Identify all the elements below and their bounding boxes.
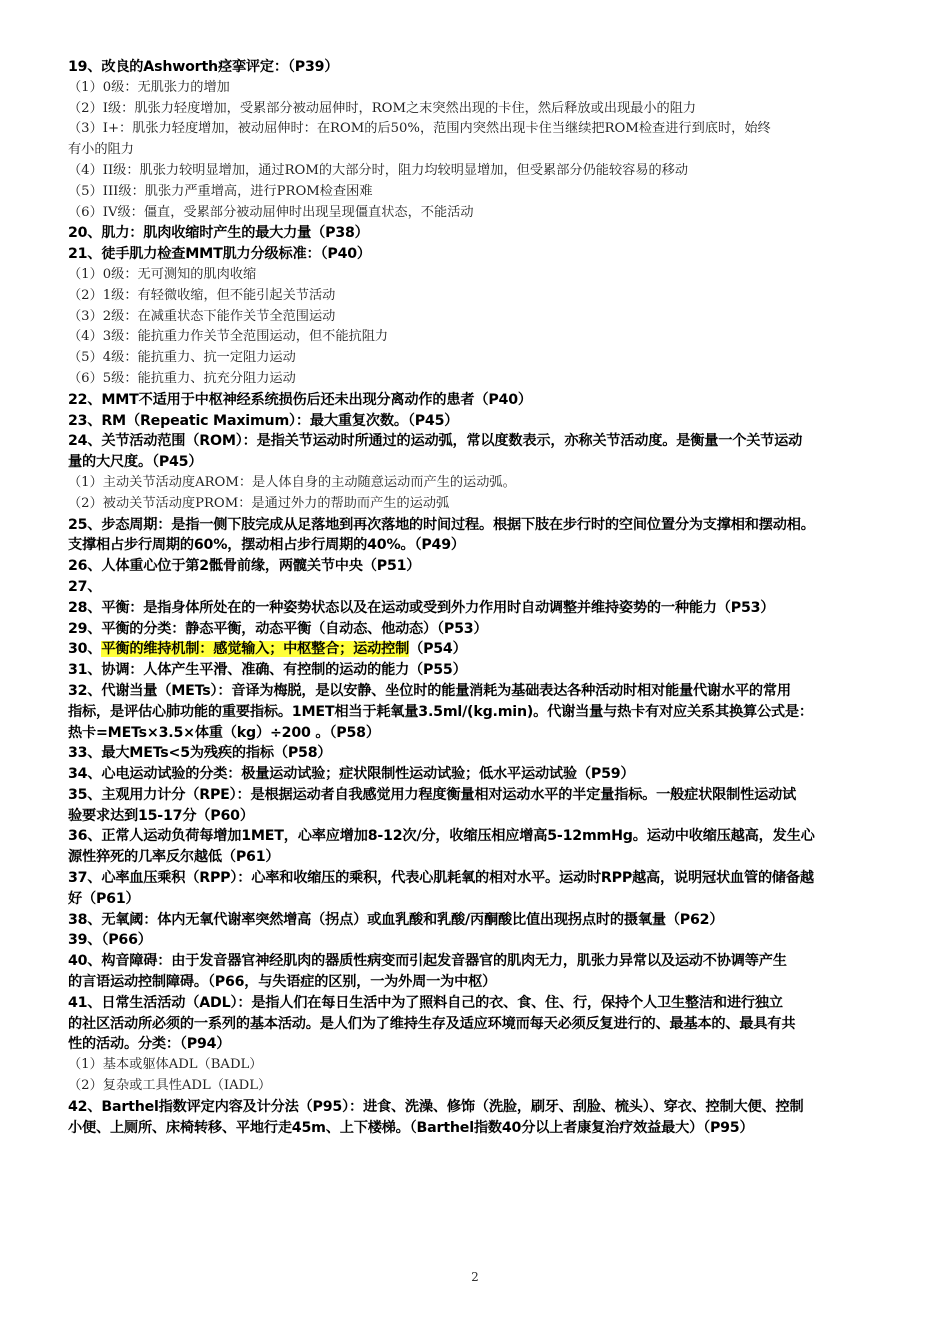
line-text: 37、心率血压乘积（RPP）：心率和收缩压的乘积，代表心肌耗氧的相对水平。运动时RPP越高，说明冠状血管的储备越	[68, 870, 814, 887]
text-line-heading	[68, 1097, 928, 1118]
page-content	[68, 57, 928, 1138]
text-line-body	[68, 494, 928, 515]
text-line-heading	[68, 764, 928, 785]
text-line-heading	[68, 993, 928, 1014]
line-text: 36、正常人运动负荷每增加1MET，心率应增加8-12次/分，收缩压相应增高5-12mmHg。运动中收缩压越高，发生心	[68, 828, 815, 845]
text-line-heading	[68, 910, 928, 931]
text-line-heading	[68, 639, 928, 660]
line-text: 42、Barthel指数评定内容及计分法（P95）：进食、洗澡、修饰（洗脸，刷牙、刮脸、梳头）、穿衣、控制大便、控制	[68, 1098, 804, 1115]
line-text: 23、RM（Repeatic Maximum）：最大重复次数。（P45）	[68, 412, 459, 429]
line-text: 40、构音障碍：由于发音器官神经肌肉的器质性病变而引起发音器官的肌肉无力，肌张力异常以及运动不协调等产生	[68, 953, 787, 970]
line-text: 21、徒手肌力检查MMT肌力分级标准：（P40）	[68, 246, 371, 263]
line-text: 32、代谢当量（METs）：音译为梅脱，是以安静、坐位时的能量消耗为基础表达各种活动时相对能量代谢水平的常用	[68, 682, 791, 699]
line-text: 22、MMT不适用于中枢神经系统损伤后还未出现分离动作的患者（P40）	[68, 391, 532, 408]
line-text: （3）2级：在减重状态下能作关节全范围运动	[68, 308, 336, 324]
line-text: 33、最大METs<5为残疾的指标（P58）	[68, 745, 332, 762]
text-line-heading	[68, 223, 928, 244]
text-line-heading	[68, 743, 928, 764]
text-line-heading	[68, 1118, 928, 1139]
text-line-heading	[68, 390, 928, 411]
text-line-body	[68, 327, 928, 348]
text-line-heading	[68, 868, 928, 889]
text-line-body	[68, 307, 928, 328]
text-line-body	[68, 473, 928, 494]
line-text: 29、平衡的分类：静态平衡，动态平衡（自动态、他动态）（P53）	[68, 620, 488, 637]
text-line-body	[68, 348, 928, 369]
text-line-heading	[68, 1014, 928, 1035]
text-line-heading	[68, 619, 928, 640]
text-line-body	[68, 265, 928, 286]
text-line-heading	[68, 785, 928, 806]
line-text: 有小的阻力	[68, 142, 134, 158]
text-line-heading	[68, 411, 928, 432]
line-text: 20、肌力：肌肉收缩时产生的最大力量（P38）	[68, 225, 369, 242]
line-text: （2）I级：肌张力轻度增加，受累部分被动屈伸时，ROM之末突然出现的卡住，然后释放或出现最小的阻力	[68, 100, 697, 116]
text-line-heading	[68, 598, 928, 619]
text-line-body	[68, 1076, 928, 1097]
text-line-body	[68, 140, 928, 161]
line-text: （2）1级：有轻微收缩，但不能引起关节活动	[68, 287, 336, 303]
line-text: 指标，是评估心肺功能的重要指标。1MET相当于耗氧量3.5ml/(kg.min)。代谢当量与热卡有对应关系其换算公式是：	[68, 703, 813, 720]
text-line-body	[68, 203, 928, 224]
line-text: 25、步态周期：是指一侧下肢完成从足落地到再次落地的时间过程。根据下肢在步行时的空间位置分为支撑相和摆动相。	[68, 516, 815, 533]
text-line-body	[68, 1055, 928, 1076]
text-line-body	[68, 182, 928, 203]
line-text: 30、	[68, 641, 102, 658]
line-text: （6）5级：能抗重力、抗充分阻力运动	[68, 370, 296, 386]
text-line-heading	[68, 889, 928, 910]
line-text: （1）基本或躯体ADL（BADL）	[68, 1057, 263, 1073]
line-text: （4）II级：肌张力较明显增加，通过ROM的大部分时，阻力均较明显增加，但受累部分仍能较容易的移动	[68, 162, 689, 178]
text-line-heading	[68, 452, 928, 473]
line-text: 31、协调：人体产生平滑、准确、有控制的运动的能力（P55）	[68, 662, 467, 679]
line-text: （1）0级：无肌张力的增加	[68, 79, 230, 95]
line-text: （4）3级：能抗重力作关节全范围运动，但不能抗阻力	[68, 329, 389, 345]
text-line-body	[68, 78, 928, 99]
page-number: 2	[471, 1270, 479, 1284]
line-text: 26、人体重心位于第2骶骨前缘，两髋关节中央（P51）	[68, 558, 421, 575]
line-text: （1）主动关节活动度AROM：是人体自身的主动随意运动而产生的运动弧。	[68, 474, 516, 490]
text-line-heading	[68, 702, 928, 723]
line-text: （2）被动关节活动度PROM：是通过外力的帮助而产生的运动弧	[68, 495, 450, 511]
line-text: 27、	[68, 578, 102, 595]
line-text: 的言语运动控制障碍。（P66，与失语症的区别，一为外周一为中枢）	[68, 974, 497, 991]
text-line-heading	[68, 681, 928, 702]
line-text: 的社区活动所必须的一系列的基本活动。是人们为了维持生存及适应环境而每天必须反复进行的、最基本的、最具有共	[68, 1015, 796, 1032]
line-text: 39、（P66）	[68, 932, 152, 949]
line-text: 好（P61）	[68, 890, 140, 907]
text-line-heading	[68, 723, 928, 744]
text-line-heading	[68, 806, 928, 827]
highlighted-text: 平衡的维持机制：感觉输入；中枢整合；运动控制	[101, 641, 410, 658]
line-text: 小便、上厕所、床椅转移、平地行走45m、上下楼梯。（Barthel指数40分以上者康复治疗效益最大）（P95）	[68, 1119, 754, 1136]
line-text: （5）4级：能抗重力、抗一定阻力运动	[68, 350, 296, 366]
line-text: （5）III级：肌张力严重增高，进行PROM检查困难	[68, 183, 373, 199]
line-text: 34、心电运动试验的分类：极量运动试验；症状限制性运动试验；低水平运动试验（P59）	[68, 766, 635, 783]
text-line-heading	[68, 847, 928, 868]
line-text: 38、无氧阈：体内无氧代谢率突然增高（拐点）或血乳酸和乳酸/丙酮酸比值出现拐点时的摄氧量（P62）	[68, 911, 724, 928]
line-text-suffix: （P54）	[409, 641, 467, 658]
line-text: 19、改良的Ashworth痉挛评定：（P39）	[68, 59, 339, 75]
line-text: 量的大尺度。（P45）	[68, 454, 203, 471]
text-line-body	[68, 286, 928, 307]
line-text: （6）IV级：僵直，受累部分被动屈伸时出现呈现僵直状态，不能活动	[68, 204, 474, 220]
text-line-heading	[68, 951, 928, 972]
line-text: （3）I+：肌张力轻度增加，被动屈伸时：在ROM的后50%，范围内突然出现卡住当继续把ROM检查进行到底时，始终	[68, 121, 771, 137]
line-text: （2）复杂或工具性ADL（IADL）	[68, 1078, 272, 1094]
line-text: 性的活动。分类：（P94）	[68, 1036, 231, 1053]
line-text: 热卡=METs×3.5×体重（kg）÷200 。（P58）	[68, 724, 380, 741]
text-line-heading	[68, 972, 928, 993]
line-text: 35、主观用力计分（RPE）：是根据运动者自我感觉用力程度衡量相对运动水平的半定量指标。一般症状限制性运动试	[68, 786, 797, 803]
text-line-body	[68, 161, 928, 182]
text-line-body	[68, 99, 928, 120]
line-text: 支撑相占步行周期的60%，摆动相占步行周期的40%。（P49）	[68, 537, 465, 554]
line-text: 41、日常生活活动（ADL）：是指人们在每日生活中为了照料自己的衣、食、住、行，保持个人卫生整洁和进行独立	[68, 994, 783, 1011]
line-text: 24、关节活动范围（ROM）：是指关节运动时所通过的运动弧，常以度数表示，亦称关节活动度。是衡量一个关节运动	[68, 433, 803, 450]
text-line-heading	[68, 660, 928, 681]
text-line-heading	[68, 57, 928, 78]
line-text: 验要求达到15-17分（P60）	[68, 807, 254, 824]
text-line-heading	[68, 577, 928, 598]
text-line-heading	[68, 431, 928, 452]
text-line-body	[68, 119, 928, 140]
text-line-heading	[68, 244, 928, 265]
text-line-heading	[68, 556, 928, 577]
text-line-heading	[68, 930, 928, 951]
text-line-heading	[68, 1034, 928, 1055]
line-text: 源性猝死的几率反尔越低（P61）	[68, 849, 280, 866]
text-line-body	[68, 369, 928, 390]
text-line-heading	[68, 515, 928, 536]
text-line-heading	[68, 826, 928, 847]
line-text: 28、平衡：是指身体所处在的一种姿势状态以及在运动或受到外力作用时自动调整并维持姿势的一种能力（P53）	[68, 599, 775, 616]
text-line-heading	[68, 535, 928, 556]
line-text: （1）0级：无可测知的肌肉收缩	[68, 266, 257, 282]
